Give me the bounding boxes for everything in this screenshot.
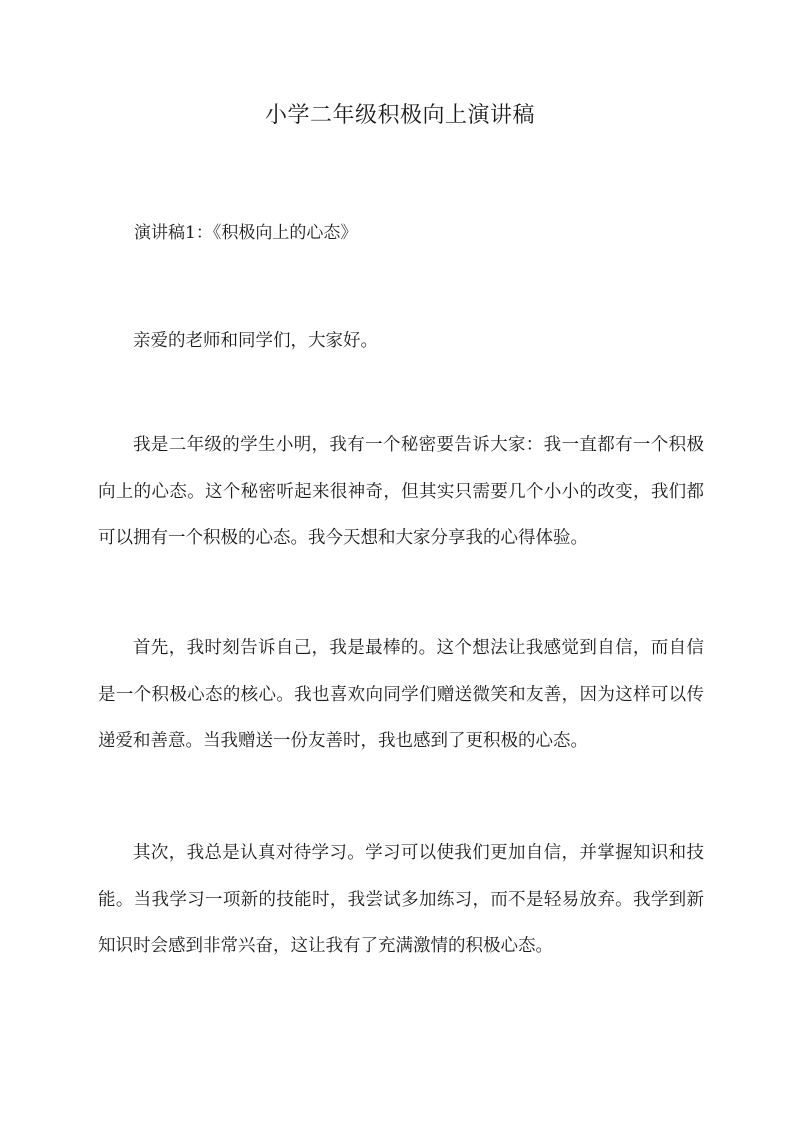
paragraph-greeting: 亲爱的老师和同学们，大家好。	[133, 331, 378, 351]
document-title: 小学二年级积极向上演讲稿	[264, 103, 535, 128]
paragraph-first-point: 首先，我时刻告诉自己，我是最棒的。这个想法让我感觉到自信，而自信是一个积极心态的核心。我也喜欢向同学们赠送微笑和友善，因为这样可以传递爱和善意。当我赠送一份友善时，我也感到了更积极的心态。	[98, 638, 704, 751]
paragraph-second-point: 其次，我总是认真对待学习。学习可以使我们更加自信，并掌握知识和技能。当我学习一项新的技能时，我尝试多加练习，而不是轻易放弃。我学到新知识时会感到非常兴奋，这让我有了充满激情的积极心态。	[98, 843, 704, 956]
speech-label: 演讲稿1：《积极向上的心态》	[134, 223, 358, 243]
paragraph-intro: 我是二年级的学生小明，我有一个秘密要告诉大家：我一直都有一个积极向上的心态。这个秘密听起来很神奇，但其实只需要几个小小的改变，我们都可以拥有一个积极的心态。我今天想和大家分享我的心得体验。	[98, 435, 704, 548]
